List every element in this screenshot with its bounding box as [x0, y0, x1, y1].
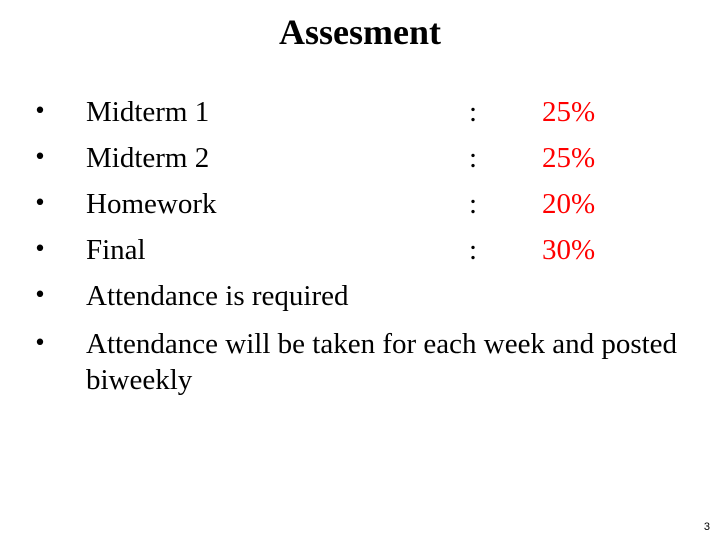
item-label: Final: [86, 234, 146, 266]
item-label: Homework: [86, 188, 217, 220]
item-separator: :: [469, 188, 478, 220]
bullet-icon: •: [33, 191, 47, 216]
item-label: Attendance will be taken for each week and posted biweekly: [86, 328, 678, 396]
list-item: [0, 96, 720, 142]
list-item: [0, 328, 720, 396]
item-percentage: 25%: [542, 96, 596, 128]
slide-title: Assesment: [279, 12, 441, 52]
bullet-icon: •: [33, 331, 47, 356]
list-item: [0, 142, 720, 188]
bullet-icon: •: [33, 237, 47, 262]
bullet-icon: •: [33, 99, 47, 124]
bullet-icon: •: [33, 145, 47, 170]
item-separator: :: [469, 234, 478, 266]
item-label: Midterm 2: [86, 142, 210, 174]
page-number: 3: [703, 521, 710, 533]
list-item: [0, 234, 720, 280]
list-item: [0, 280, 720, 326]
item-percentage: 20%: [542, 188, 596, 220]
list-item: [0, 188, 720, 234]
item-percentage: 25%: [542, 142, 596, 174]
item-label: Midterm 1: [86, 96, 210, 128]
item-separator: :: [469, 96, 478, 128]
item-label: Attendance is required: [86, 280, 349, 312]
item-percentage: 30%: [542, 234, 596, 266]
item-separator: :: [469, 142, 478, 174]
bullet-icon: •: [33, 283, 47, 308]
